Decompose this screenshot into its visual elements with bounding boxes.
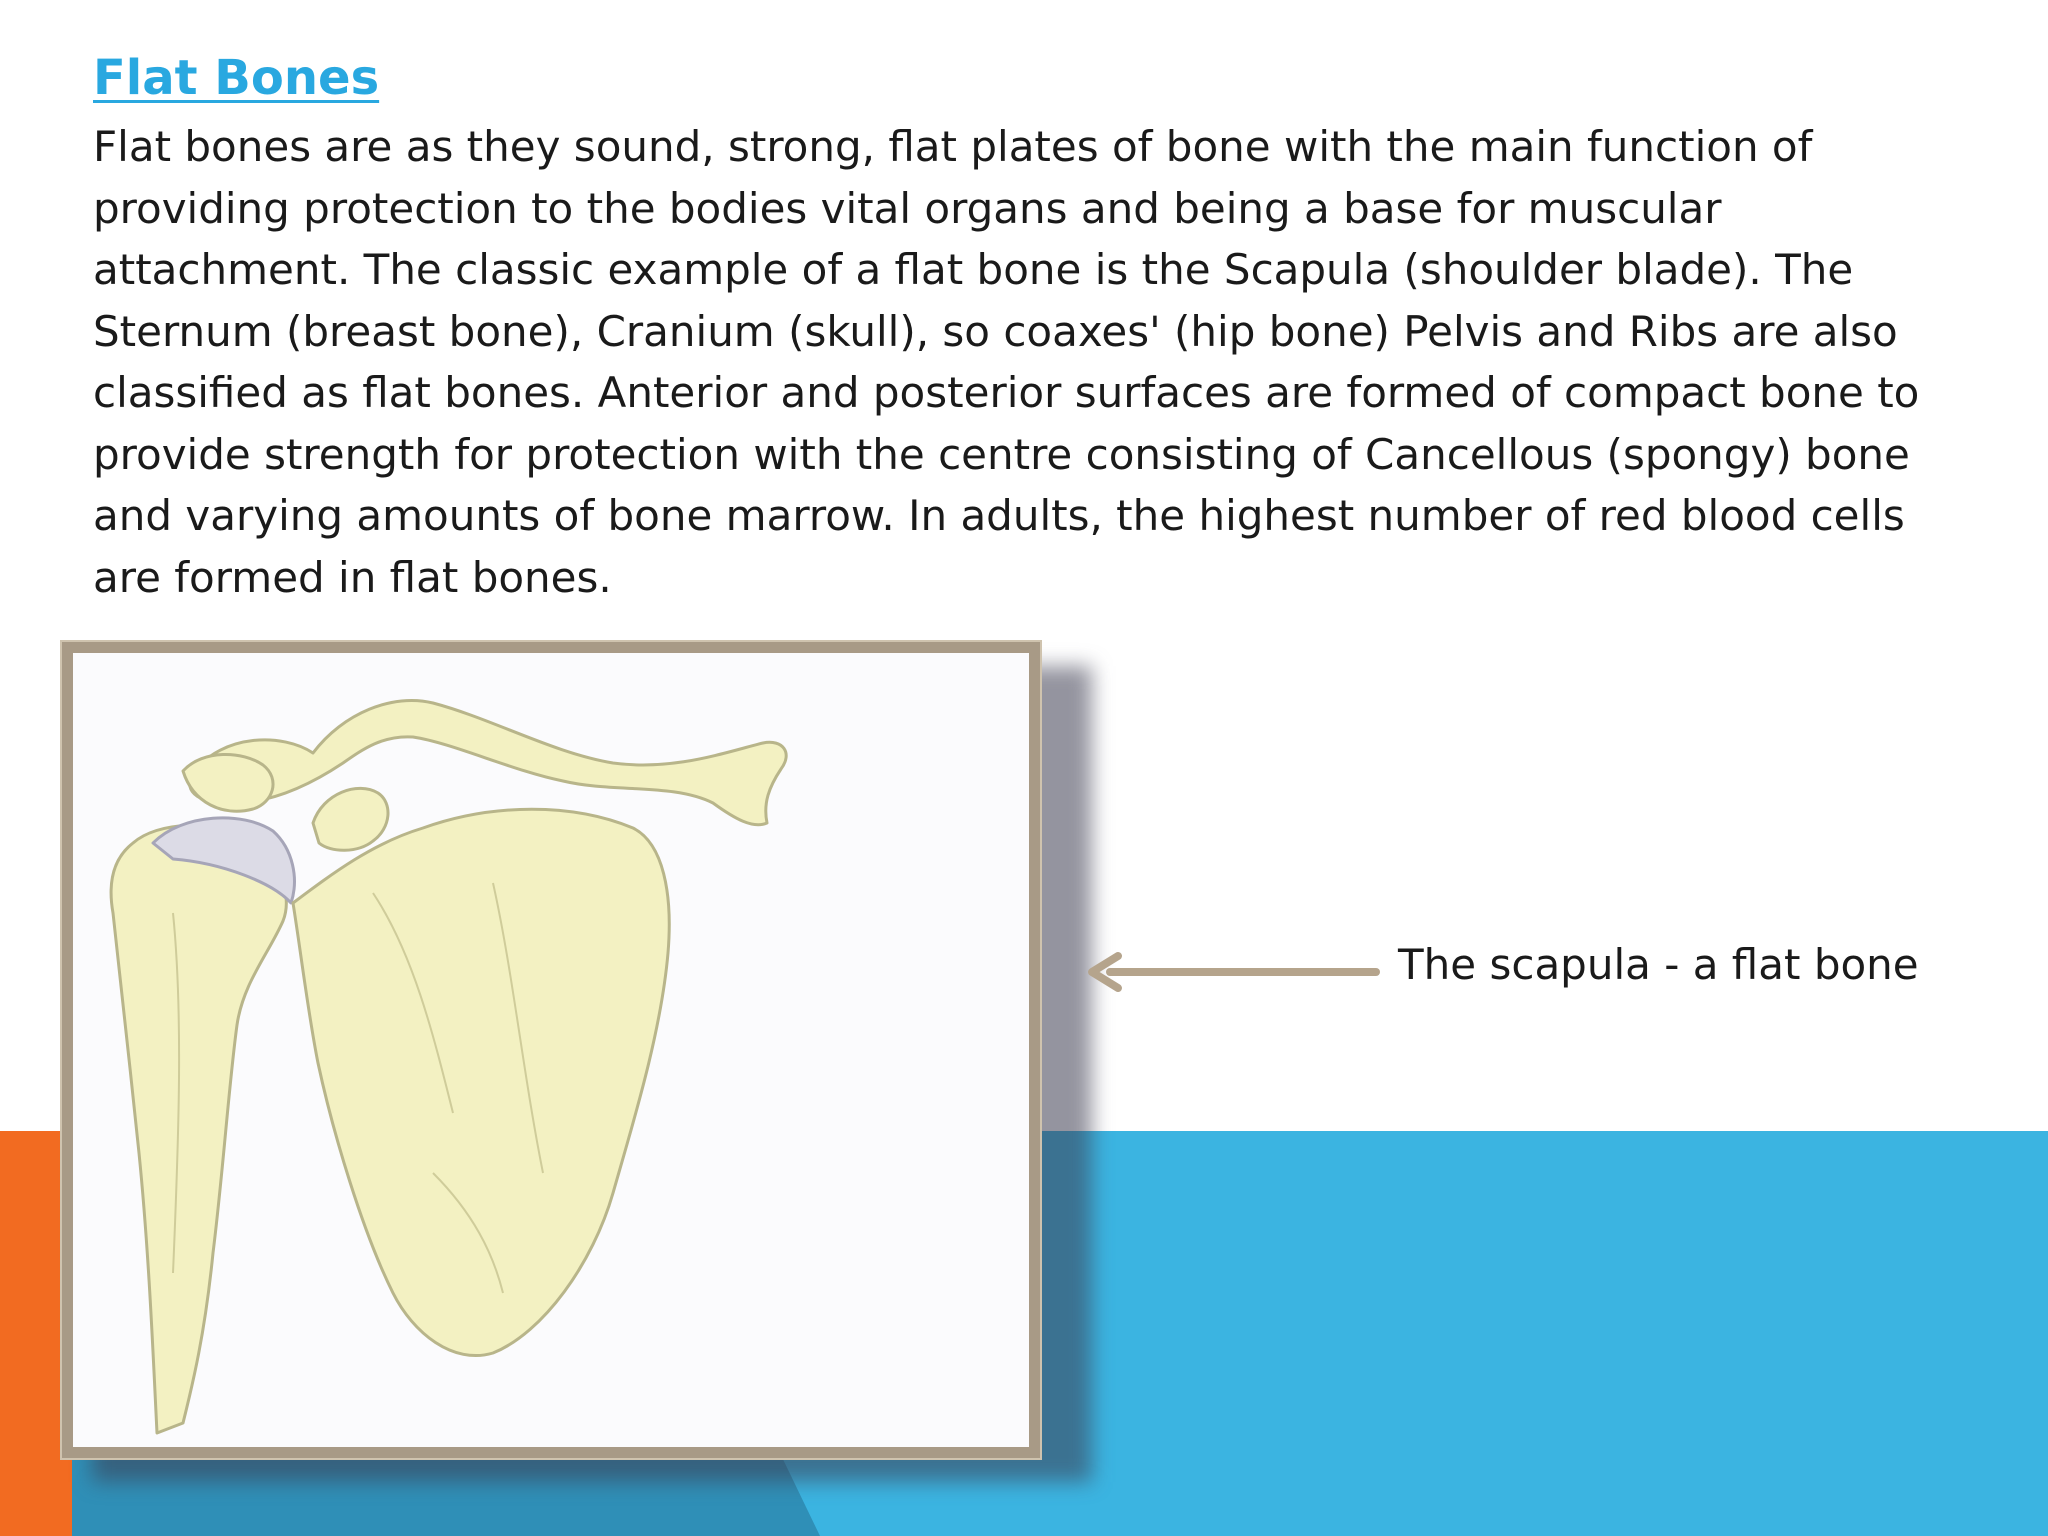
- image-frame: [60, 640, 1042, 1460]
- scapula-body: [293, 809, 669, 1355]
- slide-body-text: Flat bones are as they sound, strong, flat plates of bone with the main function of providing protection to the bodies vital organs and being a base for muscular attachment. The classic example of a flat bone is the Scapula (shoulder blade). The Sternum (breast bone), Cranium (skull), so coaxes' (hip bone) Pelvis and Ribs are also classified as flat bones. Anterior and posterior surfaces are formed of compact bone to provide strength for protection with the centre consisting of Cancellous (spongy) bone and varying amounts of bone marrow. In adults, the highest number of red blood cells are formed in flat bones.: [93, 122, 1920, 602]
- acromion: [183, 754, 273, 811]
- scapula-illustration: [73, 653, 1029, 1447]
- humerus-bone: [111, 825, 286, 1433]
- image-caption: The scapula - a flat bone: [1398, 940, 1919, 989]
- scapula-drawing: [73, 653, 1029, 1447]
- left-arrow-icon: [1082, 950, 1382, 994]
- clavicle-bone: [190, 700, 787, 824]
- coracoid-process: [313, 788, 388, 850]
- slide-title: Flat Bones: [93, 50, 380, 106]
